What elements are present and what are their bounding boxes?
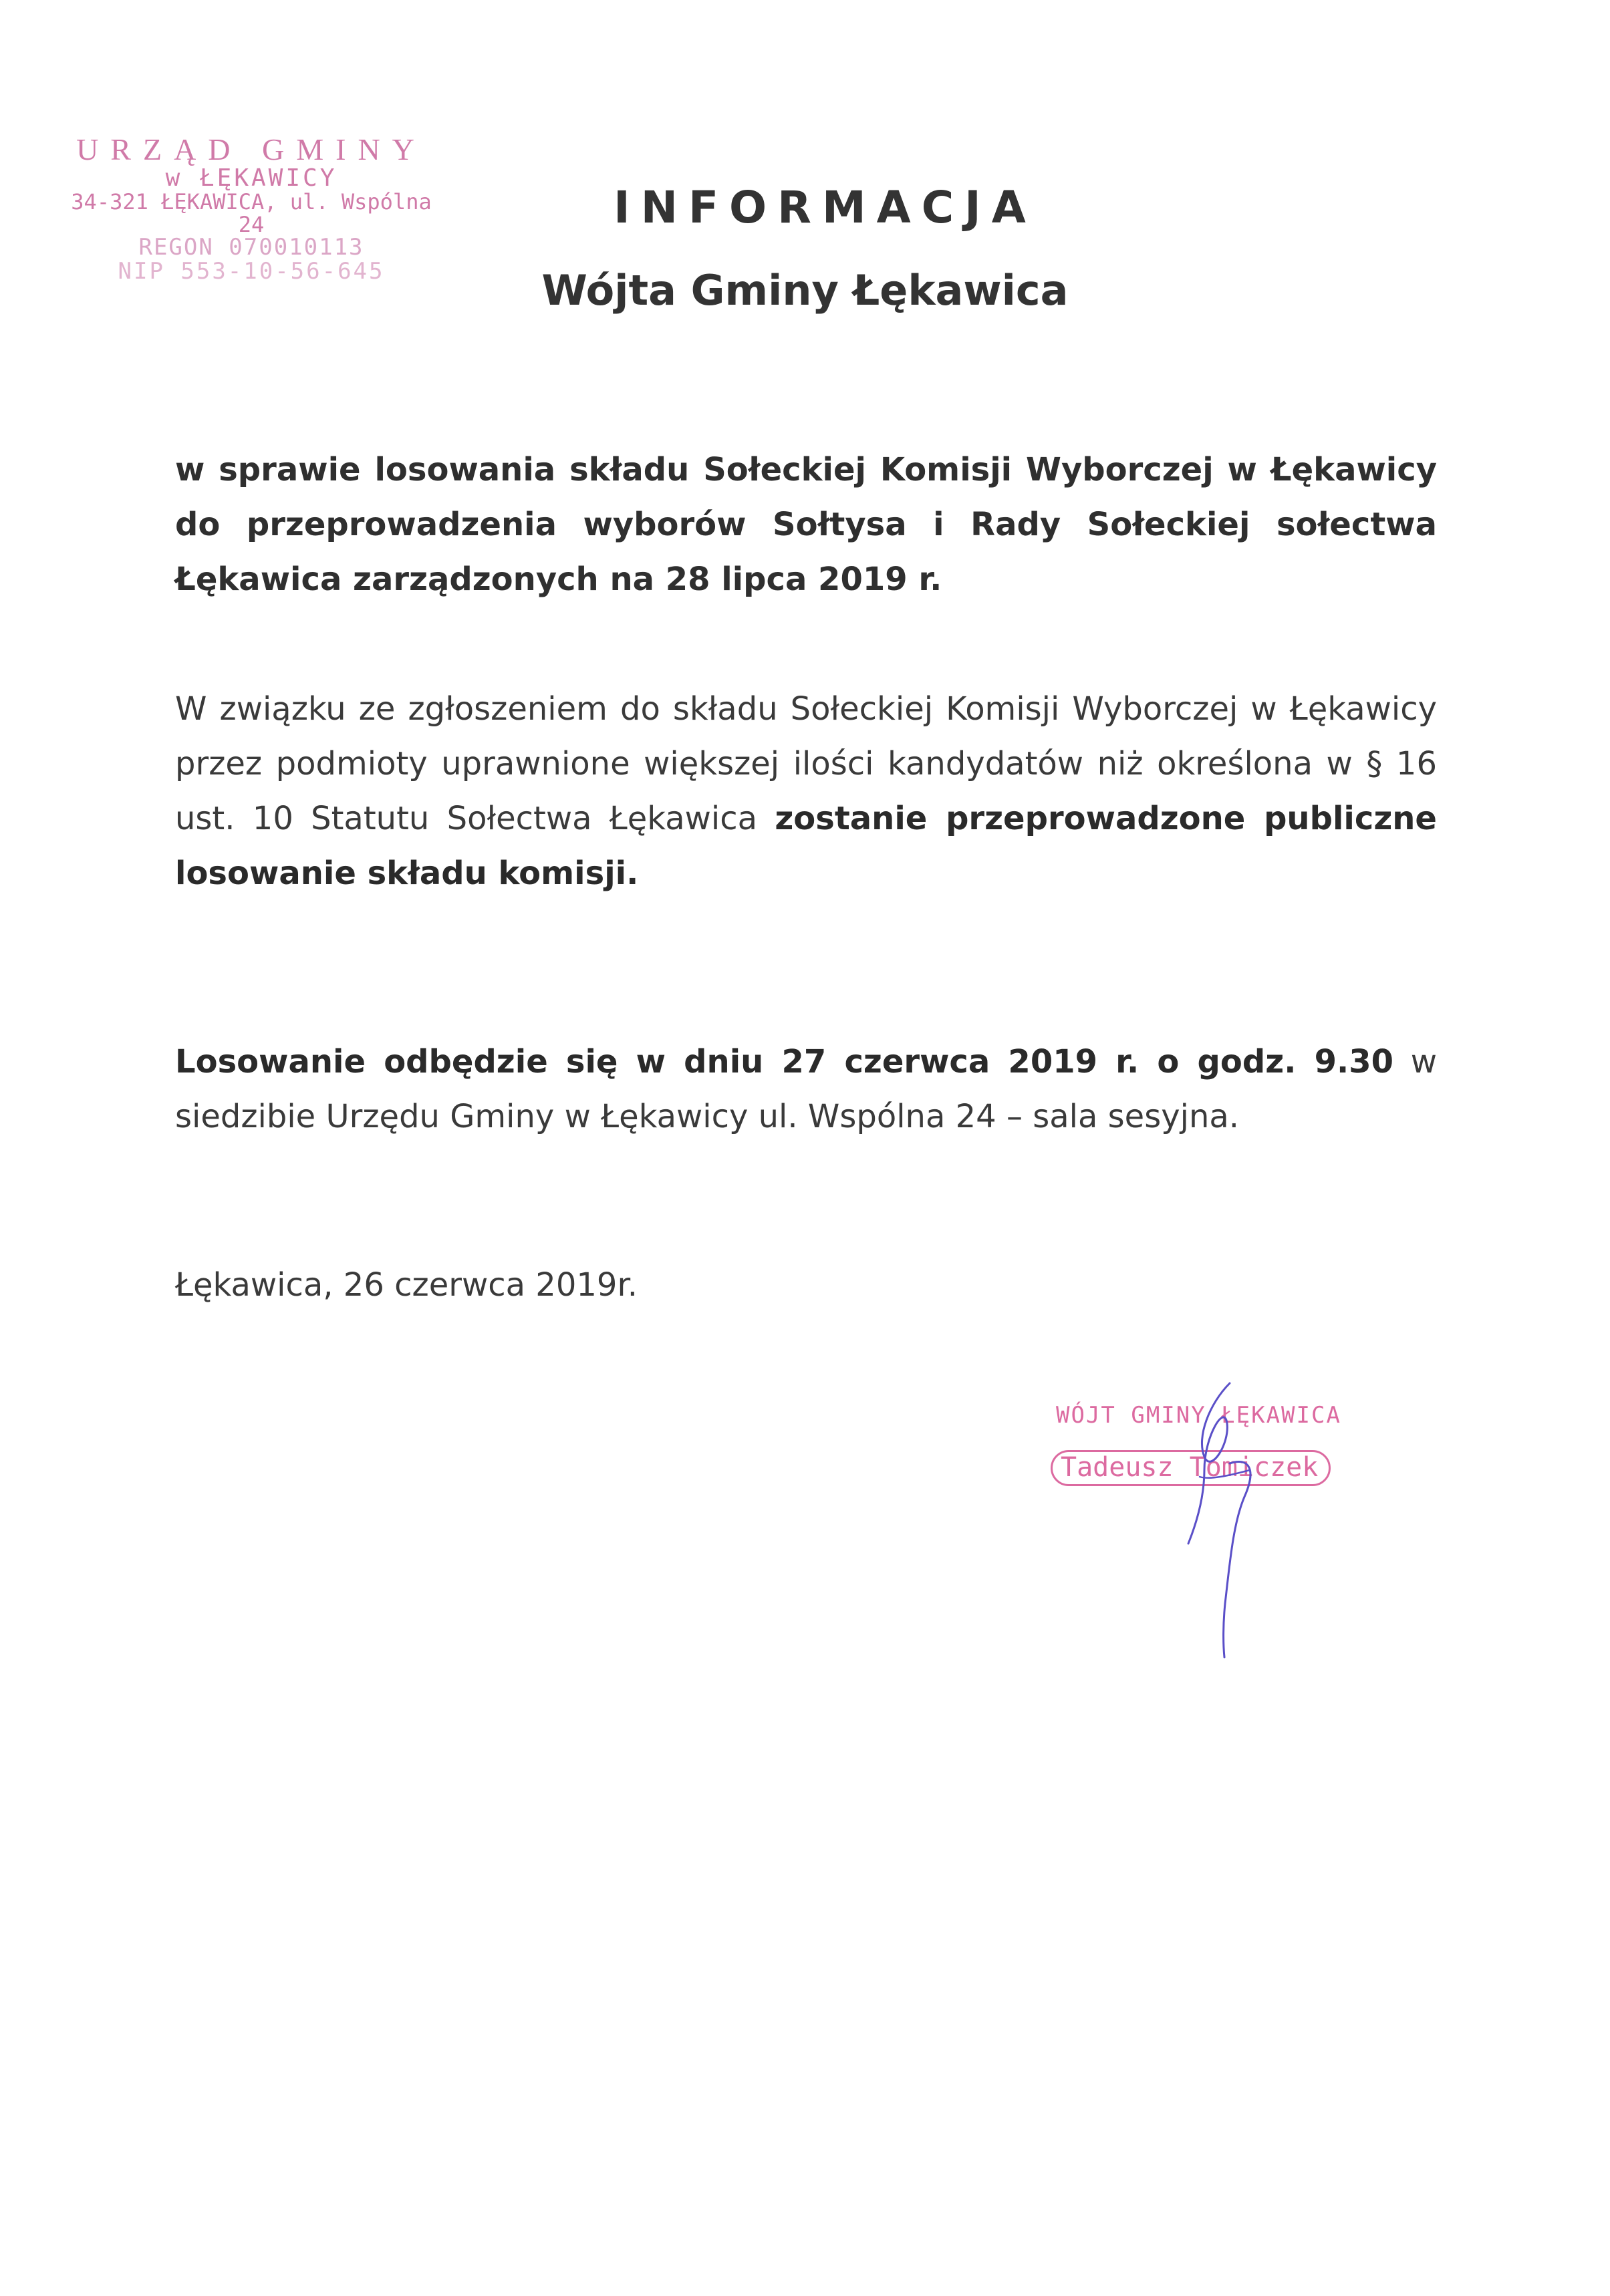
draw-location: w siedzibie Urzędu Gminy w Łękawicy ul. Wspólna 24 – sala sesyjna. xyxy=(175,1043,1438,1135)
draw-paragraph xyxy=(175,1034,1437,1144)
stamp-office-regon: REGON 070010113 xyxy=(138,234,364,261)
document-subject: w sprawie losowania składu Sołeckiej Komisji Wyborczej w Łękawicy do przeprowadzenia wyborów Sołtysa i Rady Sołeckiej sołectwa Łękawica zarządzonych na 28 lipca 2019 r. xyxy=(175,451,1437,598)
body-emphasis: zostanie przeprowadzone publiczne losowanie składu komisji. xyxy=(175,800,1437,892)
place-and-date: Łękawica, 26 czerwca 2019r. xyxy=(175,1266,638,1304)
stamp-office-nip: NIP 553-10-56-645 xyxy=(118,257,385,285)
document-subtitle: Wójta Gminy Łękawica xyxy=(541,266,1069,315)
stamp-office-town: w ŁĘKAWICY xyxy=(165,164,338,192)
body-paragraph xyxy=(175,682,1437,901)
stamp-office-name: URZĄD GMINY xyxy=(76,132,426,166)
signature-stamp-name: Tadeusz Tomiczek xyxy=(1051,1450,1331,1486)
body-text: W związku ze zgłoszeniem do składu Sołeckiej Komisji Wyborczej w Łękawicy przez podmioty uprawnione większej ilości kandydatów niż określona w § 16 ust. 10 Statutu Sołectwa Łękawica xyxy=(175,690,1437,837)
signature-block xyxy=(1029,1363,1403,1671)
document-title: INFORMACJA xyxy=(614,182,1037,233)
draw-date-time: Losowanie odbędzie się w dniu 27 czerwca 2019 r. o godz. 9.30 xyxy=(175,1043,1394,1081)
signature-stamp-title: WÓJT GMINY ŁĘKAWICA xyxy=(1056,1402,1341,1429)
stamp-office-address: 34-321 ŁĘKAWICA, ul. Wspólna 24 xyxy=(71,189,432,237)
handwritten-signature xyxy=(1029,1363,1403,1671)
